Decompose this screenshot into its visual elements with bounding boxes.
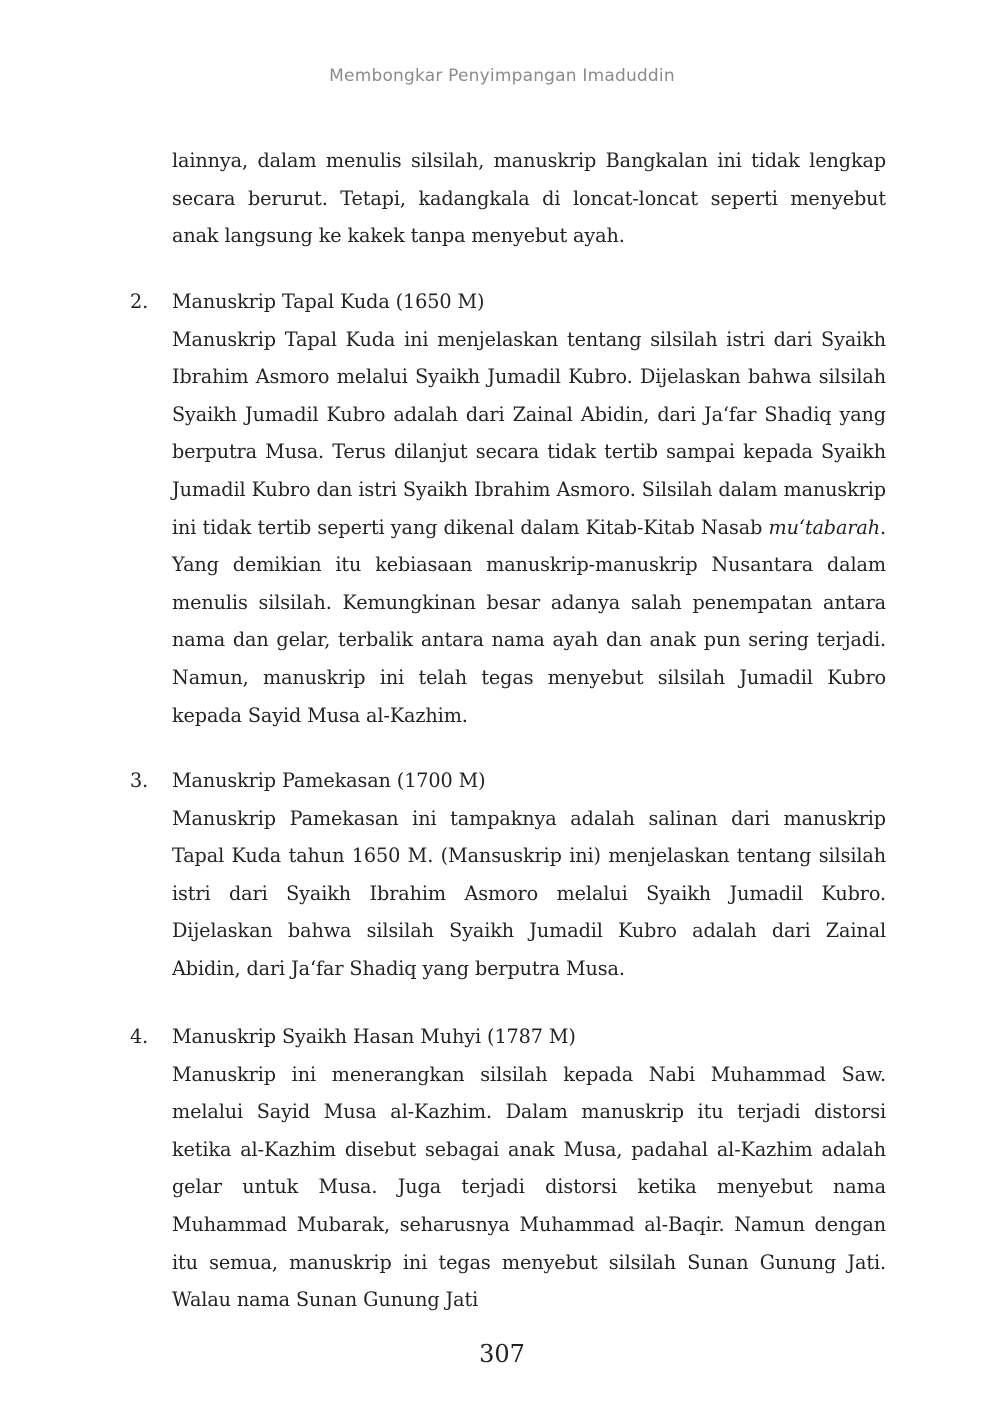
- list-item: [130, 762, 886, 988]
- list-item: [130, 283, 886, 734]
- list-item: [130, 1018, 886, 1319]
- running-header: Membongkar Penyimpangan Imaduddin: [329, 66, 675, 86]
- item-body-text: Manuskrip Tapal Kuda ini menjelaskan tentang silsilah istri dari Syaikh Ibrahim Asmoro melalui Syaikh Jumadil Kubro. Dijelaskan bahwa silsilah Syaikh Jumadil Kubro adalah dari Zainal Abidin, dari Ja‘far Shadiq yang berputra Musa. Terus dilanjut secara tidak tertib sampai kepada Syaikh Jumadil Kubro dan istri Syaikh Ibrahim Asmoro. Silsilah dalam manuskrip ini tidak tertib seperti yang dikenal dalam Kitab-Kitab Nasab: [172, 327, 886, 539]
- item-body-italic: mu‘tabarah: [768, 515, 880, 539]
- page-number: 307: [479, 1340, 525, 1368]
- item-number: 2.: [130, 290, 149, 313]
- item-number: 4.: [130, 1025, 149, 1048]
- item-title: Manuskrip Pamekasan (1700 M): [172, 769, 486, 792]
- item-body-text-continued: . Yang demikian itu kebiasaan manuskrip-manuskrip Nusantara dalam menulis silsilah. Kemungkinan besar adanya salah penempatan antara nama dan gelar, terbalik antara nama ayah dan anak pun sering terjadi. Namun, manuskrip ini telah tegas menyebut silsilah Jumadil Kubro kepada Sayid Musa al-Kazhim.: [172, 515, 886, 727]
- item-title: Manuskrip Tapal Kuda (1650 M): [172, 290, 485, 313]
- intro-paragraph: [172, 142, 886, 255]
- intro-text: lainnya, dalam menulis silsilah, manuskrip Bangkalan ini tidak lengkap secara berurut. Tetapi, kadangkala di loncat-loncat seperti menyebut anak langsung ke kakek tanpa menyebut ayah.: [172, 149, 886, 248]
- item-body: Manuskrip ini menerangkan silsilah kepada Nabi Muhammad Saw. melalui Sayid Musa al-Kazhim. Dalam manuskrip itu terjadi distorsi ketika al-Kazhim disebut sebagai anak Musa, padahal al-Kazhim adalah gelar untuk Musa. Juga terjadi distorsi ketika menyebut nama Muhammad Mubarak, seharusnya Muhammad al-Baqir. Namun dengan itu semua, manuskrip ini tegas menyebut silsilah Sunan Gunung Jati. Walau nama Sunan Gunung Jati: [172, 1062, 886, 1312]
- item-number: 3.: [130, 769, 149, 792]
- item-title: Manuskrip Syaikh Hasan Muhyi (1787 M): [172, 1025, 576, 1048]
- item-body: Manuskrip Pamekasan ini tampaknya adalah salinan dari manuskrip Tapal Kuda tahun 1650 M. (Mansuskrip ini) menjelaskan tentang silsilah istri dari Syaikh Ibrahim Asmoro melalui Syaikh Jumadil Kubro. Dijelaskan bahwa silsilah Syaikh Jumadil Kubro adalah dari Zainal Abidin, dari Ja‘far Shadiq yang berputra Musa.: [172, 806, 886, 980]
- item-body: [172, 321, 886, 735]
